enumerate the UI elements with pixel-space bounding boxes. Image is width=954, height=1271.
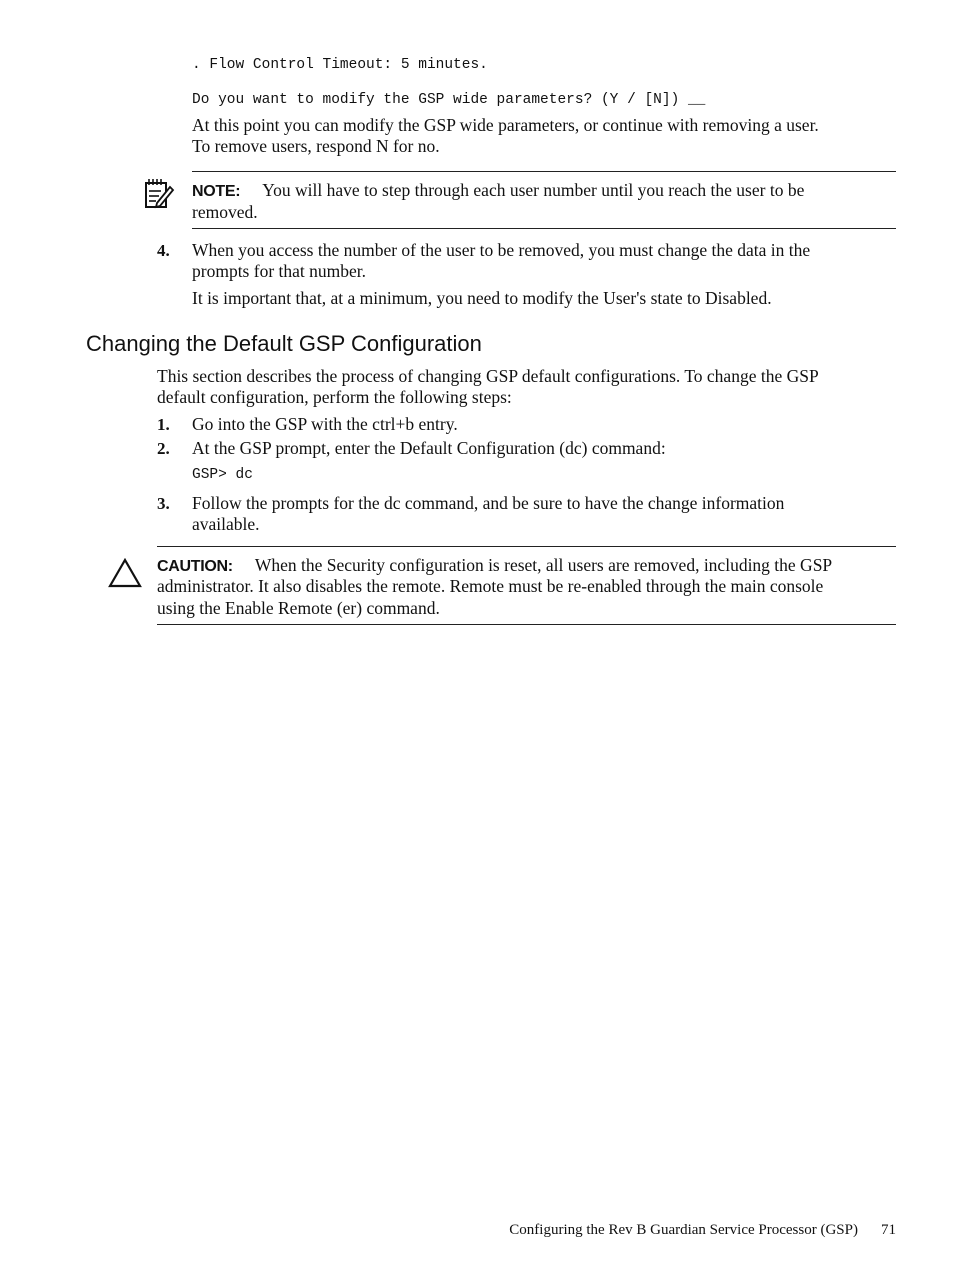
step4-line1: When you access the number of the user to be removed, you must change the data in the: [192, 240, 811, 260]
caution-top-rule: [157, 546, 896, 547]
caution-line2: administrator. It also disables the remote. Remote must be re-enabled through the main console: [157, 576, 824, 596]
note-label: NOTE:: [192, 183, 241, 200]
para-modify-line2: To remove users, respond N for no.: [192, 136, 440, 156]
step3-line1: Follow the prompts for the dc command, and be sure to have the change information: [192, 493, 785, 513]
code-flow-timeout: . Flow Control Timeout: 5 minutes.: [192, 57, 488, 73]
step1-number: 1.: [157, 415, 170, 434]
note-text-line1: You will have to step through each user number until you reach the user to be: [262, 180, 805, 200]
note-bottom-rule: [192, 228, 896, 229]
note-top-rule: [192, 171, 896, 172]
step4-line2: prompts for that number.: [192, 261, 367, 281]
code-gsp-dc: GSP> dc: [192, 467, 253, 483]
step3-number: 3.: [157, 494, 170, 513]
step2-number: 2.: [157, 439, 170, 458]
step2-text: At the GSP prompt, enter the Default Configuration (dc) command:: [192, 438, 666, 458]
code-modify-prompt: Do you want to modify the GSP wide parameters? (Y / [N]) __: [192, 92, 706, 108]
section-heading: Changing the Default GSP Configuration: [86, 331, 482, 356]
section-intro-line1: This section describes the process of changing GSP default configurations. To change the GSP: [157, 366, 819, 386]
step3-line2: available.: [192, 514, 260, 534]
step1-text: Go into the GSP with the ctrl+b entry.: [192, 414, 458, 434]
step4-number: 4.: [157, 241, 170, 260]
caution-text-line1: When the Security configuration is reset, all users are removed, including the GSP: [254, 555, 833, 575]
caution-bottom-rule: [157, 624, 896, 625]
note-pad-icon: [143, 177, 175, 209]
warning-triangle-icon: [108, 558, 142, 588]
caution-line3: using the Enable Remote (er) command.: [157, 598, 440, 618]
caution-line1: [157, 555, 832, 577]
note-line1: [192, 180, 804, 202]
note-line2: removed.: [192, 202, 258, 222]
step4-followup: It is important that, at a minimum, you need to modify the User's state to Disabled.: [192, 288, 772, 308]
footer-page-number: 71: [881, 1222, 896, 1238]
section-intro-line2: default configuration, perform the following steps:: [157, 387, 512, 407]
caution-label: CAUTION:: [157, 558, 233, 575]
para-modify-line1: At this point you can modify the GSP wide parameters, or continue with removing a user.: [192, 115, 819, 135]
footer-title: Configuring the Rev B Guardian Service Processor (GSP): [509, 1222, 858, 1238]
